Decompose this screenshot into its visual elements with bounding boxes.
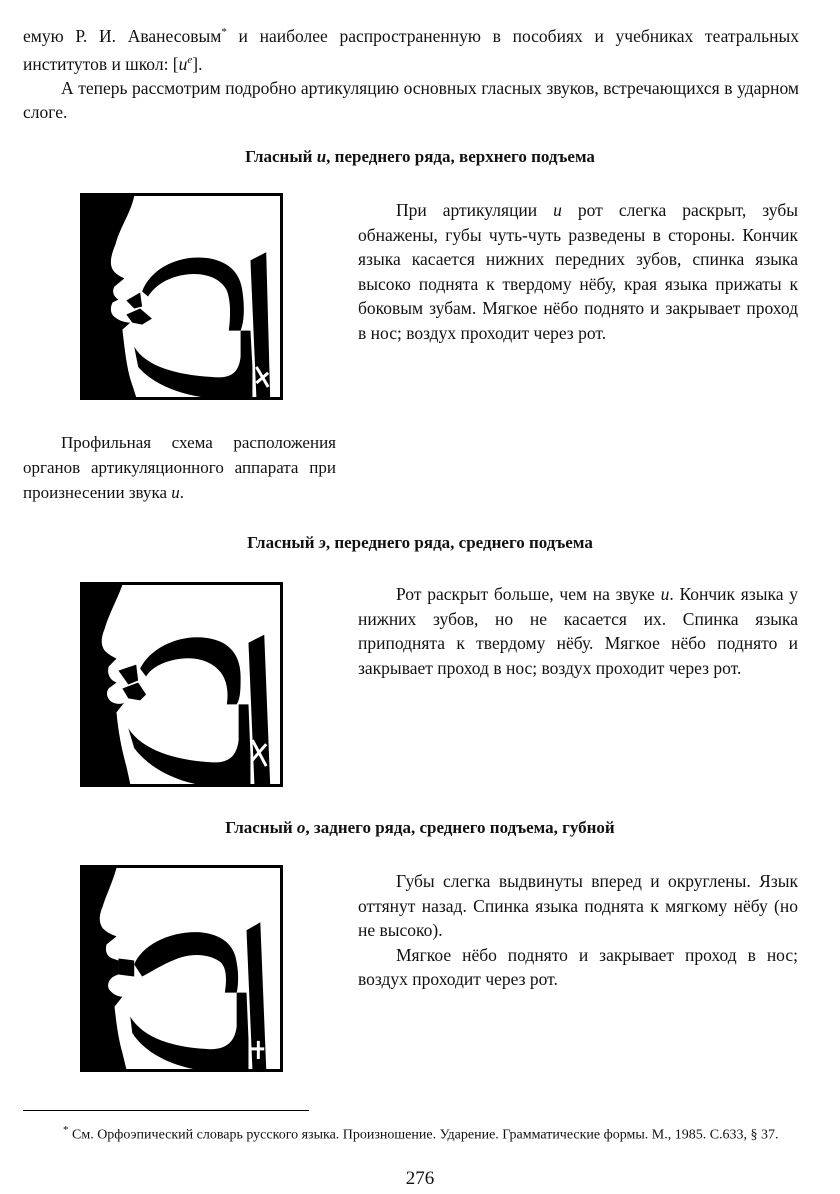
description-i: При артикуляции и рот слегка раскрыт, зубы обнажены, губы чуть-чуть разведены в стороны. Кончик языка касается нижних передних зубов, спинка языка высоко поднята к твердому нёбу, края языка прижаты к боковым зубам. Мягкое нёбо поднято и закрывает проход в нос; воздух проходит через рот. (358, 200, 798, 343)
section-heading-e: Гласный э, переднего ряда, среднего подъема (247, 533, 593, 552)
articulation-diagram-o (80, 865, 283, 1072)
description-o: Губы слегка выдвинуты вперед и округлены. Язык оттянут назад. Спинка языка поднята к мягкому нёбу (но не высоко). Мягкое нёбо поднято и закрывает проход в нос; воздух проходит через рот. (358, 871, 798, 989)
description-e: Рот раскрыт больше, чем на звуке и. Кончик языка у нижних зубов, но не касается их. Спинка языка приподнята к твердому нёбу. Мягкое нёбо поднято и закрывает проход в нос; воздух проходит через рот. (358, 584, 798, 678)
articulation-diagram-i (80, 193, 283, 400)
footnote-rule (23, 1110, 309, 1111)
articulation-diagram-e (80, 582, 283, 787)
figure-caption: Профильная схема расположения органов артикуляционного аппарата при произнесении звука и. (23, 433, 336, 502)
section-heading-i: Гласный и, переднего ряда, верхнего подъема (245, 147, 595, 166)
intro-paragraph-1: емую Р. И. Аванесовым* и наиболее распространенную в пособиях и учебниках театральных институтов и школ: $[и^е]$. (23, 25, 799, 74)
section-heading-o: Гласный о, заднего ряда, среднего подъема, губной (225, 818, 615, 837)
intro-text (23, 20, 799, 124)
page-number: 276 (405, 1168, 435, 1189)
intro-paragraph-2: А теперь рассмотрим подробно артикуляцию основных гласных звуков, встречающихся в ударном слоге. (23, 77, 799, 122)
footnote: * См. Орфоэпический словарь русского языка. Произношение. Ударение. Грамматические формы. М., 1985. С.633, § 37. (63, 1124, 779, 1143)
